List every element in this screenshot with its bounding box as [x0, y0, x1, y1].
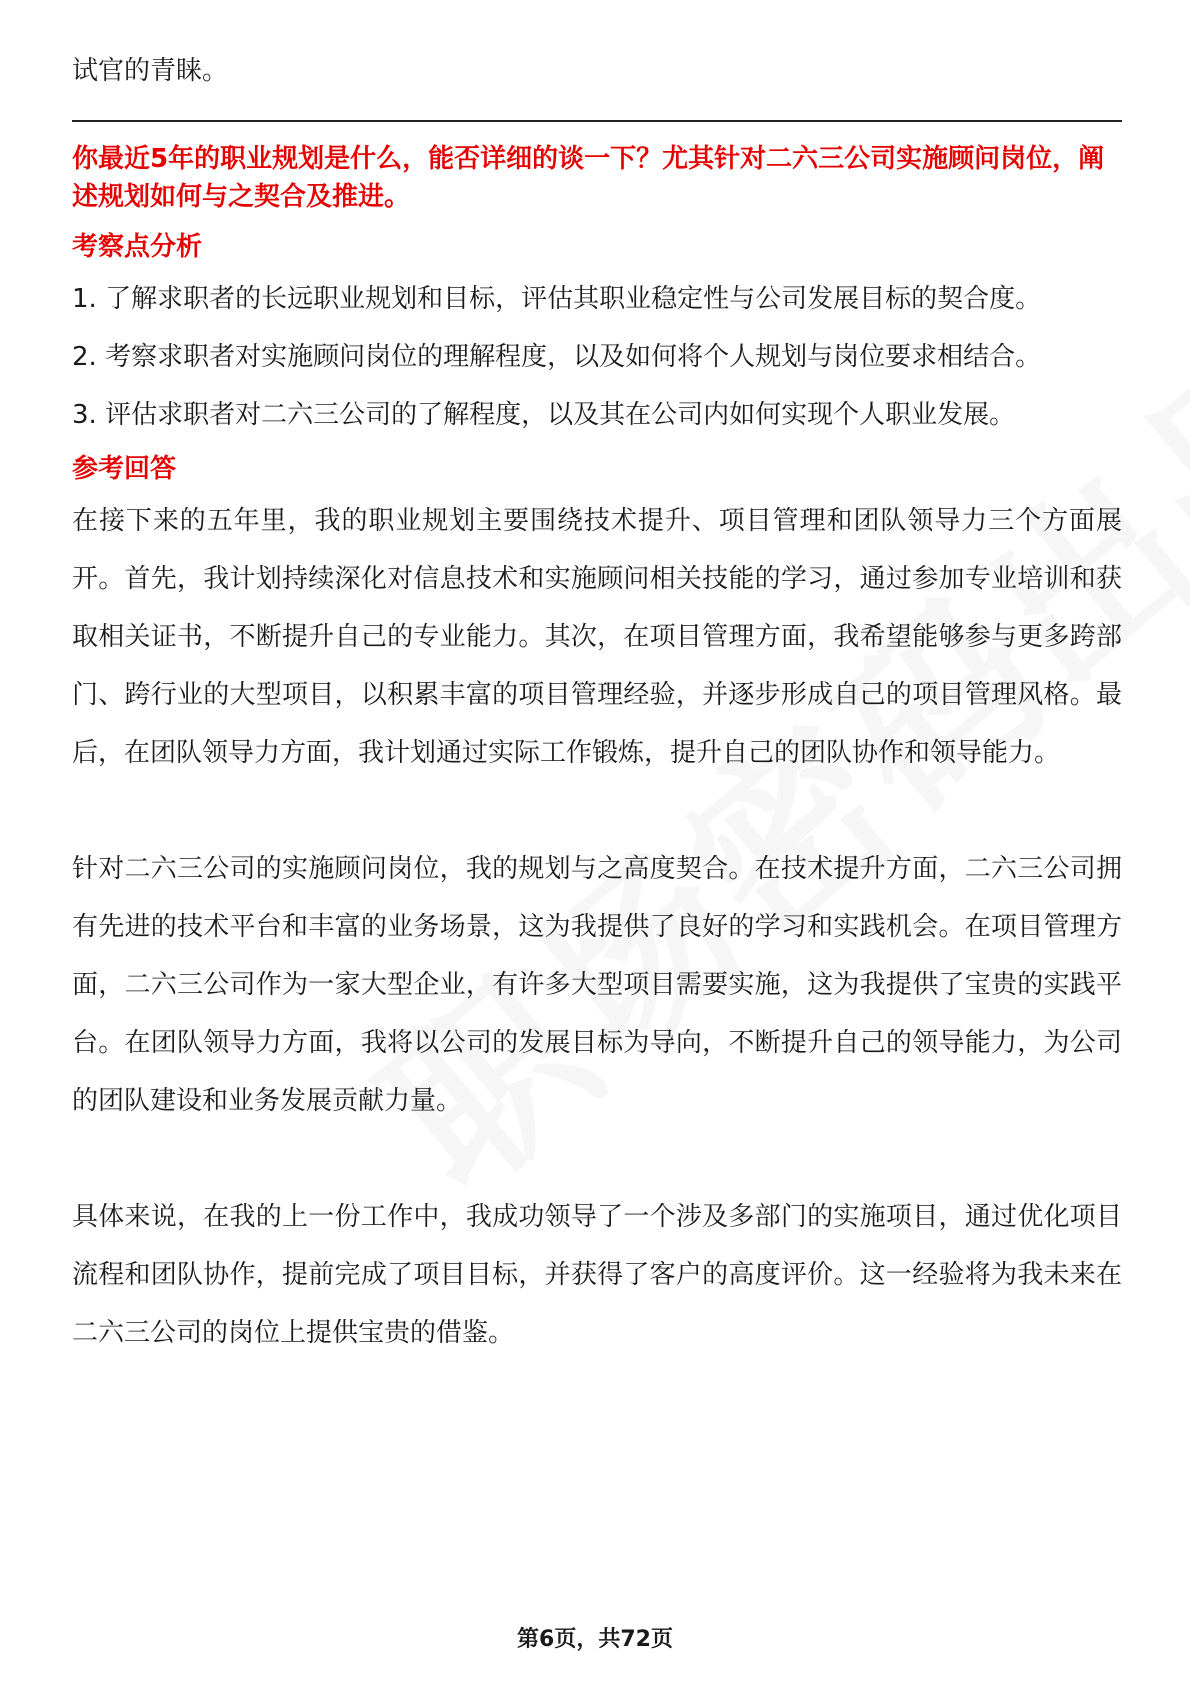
- analysis-title: 考察点分析: [72, 232, 203, 262]
- intro-tail-text: 试官的青睐。: [72, 56, 229, 86]
- question-heading: 你最近5年的职业规划是什么，能否详细的谈一下？尤其针对二六三公司实施顾问岗位，阐述规划如何与之契合及推进。: [72, 144, 1105, 212]
- analysis-item: 3. 评估求职者对二六三公司的了解程度，以及其在公司内如何实现个人职业发展。: [72, 400, 1016, 430]
- analysis-item: 2. 考察求职者对实施顾问岗位的理解程度，以及如何将个人规划与岗位要求相结合。: [72, 342, 1042, 372]
- answer-paragraph: 针对二六三公司的实施顾问岗位，我的规划与之高度契合。在技术提升方面，二六三公司拥有先进的技术平台和丰富的业务场景，这为我提供了良好的学习和实践机会。在项目管理方面，二六三公司作为一家大型企业，有许多大型项目需要实施，这为我提供了宝贵的实践平台。在团队领导力方面，我将以公司的发展目标为导向，不断提升自己的领导能力，为公司的团队建设和业务发展贡献力量。: [72, 854, 1122, 1116]
- answer-title: 参考回答: [72, 454, 177, 484]
- paragraph-gap: [72, 782, 1122, 840]
- divider: [72, 120, 1122, 122]
- answer-paragraph: 在接下来的五年里，我的职业规划主要围绕技术提升、项目管理和团队领导力三个方面展开。首先，我计划持续深化对信息技术和实施顾问相关技能的学习，通过参加专业培训和获取相关证书，不断提升自己的专业能力。其次，在项目管理方面，我希望能够参与更多跨部门、跨行业的大型项目，以积累丰富的项目管理经验，并逐步形成自己的项目管理风格。最后，在团队领导力方面，我计划通过实际工作锻炼，提升自己的团队协作和领导能力。: [72, 506, 1122, 768]
- document-body: [72, 42, 1122, 1362]
- paragraph-gap: [72, 1130, 1122, 1188]
- page-number: 第6页，共72页: [517, 1627, 673, 1652]
- answer-paragraph: 具体来说，在我的上一份工作中，我成功领导了一个涉及多部门的实施项目，通过优化项目流程和团队协作，提前完成了项目目标，并获得了客户的高度评价。这一经验将为我未来在二六三公司的岗位上提供宝贵的借鉴。: [72, 1202, 1122, 1348]
- analysis-item: 1. 了解求职者的长远职业规划和目标，评估其职业稳定性与公司发展目标的契合度。: [72, 284, 1042, 314]
